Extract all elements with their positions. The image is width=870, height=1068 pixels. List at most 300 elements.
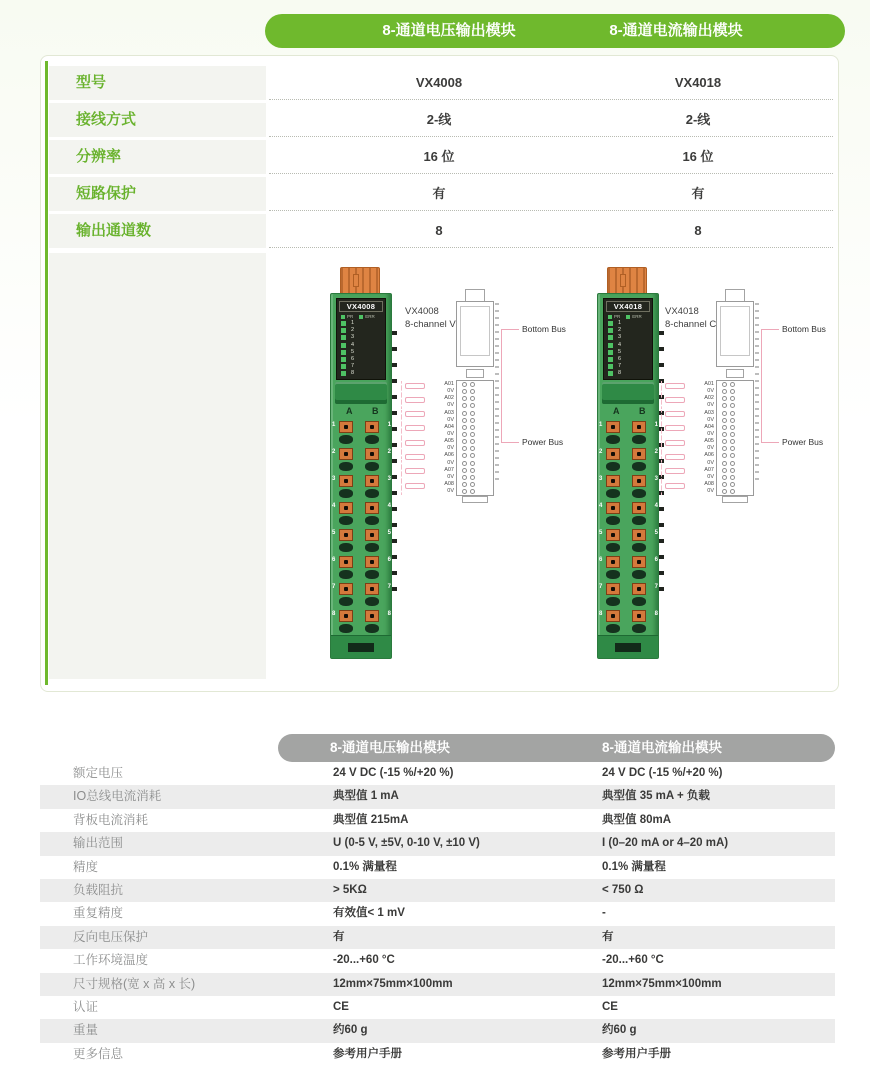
pin-contact [722, 382, 727, 387]
pin-label: 0V [707, 488, 714, 495]
terminal-block [598, 420, 658, 636]
terminal-hole [365, 462, 379, 471]
channel-led-number: 3 [618, 334, 622, 341]
pin-contact [462, 403, 467, 408]
spec-value-col1: 有 [432, 186, 446, 201]
terminal-hole [632, 543, 646, 552]
terminal-screw [339, 556, 353, 568]
pr-label: PR [614, 314, 621, 319]
spec-value-col2: 2-线 [685, 112, 711, 127]
terminal-a [339, 448, 353, 471]
pin-contacts [722, 461, 735, 466]
detail-row [40, 1043, 835, 1066]
column-a-label: A [346, 406, 353, 416]
detail-row [40, 996, 835, 1019]
pin-contact [462, 382, 467, 387]
terminal-screw [606, 475, 620, 487]
channel-led [608, 328, 613, 333]
terminal-hole [606, 624, 620, 633]
detail-row-label: 额定电压 [73, 766, 124, 780]
channel-led-number: 1 [351, 320, 355, 327]
terminal-hole [632, 624, 646, 633]
terminal-number-left: 2 [599, 449, 603, 455]
pin-circuit-loop [661, 417, 686, 424]
terminal-number-left: 4 [599, 503, 603, 509]
pin-contact [462, 411, 467, 416]
terminal-screw [632, 448, 646, 460]
terminal-hole [606, 543, 620, 552]
detail-row [40, 856, 835, 879]
module-model-label: VX4018 [606, 301, 650, 312]
pin-circuit-loop [661, 410, 686, 417]
pin-circuit-loop [401, 417, 426, 424]
pin-label: 0V [447, 416, 454, 423]
bottom-bus-label: Bottom Bus [782, 324, 826, 334]
detail-row [40, 809, 835, 832]
terminal-row [598, 447, 658, 474]
terminal-screw [365, 502, 379, 514]
connector-tab [620, 274, 626, 287]
detail-value-col2: 约60 g [602, 1024, 637, 1037]
terminal-b [632, 610, 646, 633]
pin-row [661, 452, 753, 459]
terminal-a [606, 556, 620, 579]
detail-row [40, 949, 835, 972]
pin-contact [730, 453, 735, 458]
channel-led-number: 8 [618, 370, 622, 377]
channel-led [341, 350, 346, 355]
pin-label: A04 [444, 423, 454, 430]
terminal-b [365, 583, 379, 606]
pin-row [401, 424, 493, 431]
channel-led-row [608, 334, 648, 341]
terminal-b [365, 475, 379, 498]
detail-row [40, 832, 835, 855]
terminal-hole [606, 570, 620, 579]
channel-led-number: 1 [618, 320, 622, 327]
pin-row [661, 488, 753, 495]
terminal-row [598, 474, 658, 501]
terminal-number-left: 7 [599, 584, 603, 590]
outline-inner-rect [720, 306, 750, 356]
detail-header-pill [278, 734, 835, 762]
terminal-number-left: 4 [332, 503, 336, 509]
terminal-hole [606, 489, 620, 498]
terminal-b [365, 421, 379, 444]
pin-contact [470, 446, 475, 451]
pin-contacts [462, 453, 475, 458]
terminal-hole [606, 435, 620, 444]
pin-contact [722, 489, 727, 494]
pin-contact [722, 453, 727, 458]
pin-contact [730, 461, 735, 466]
pin-label: A05 [704, 438, 714, 445]
terminal-row [598, 528, 658, 555]
terminal-screw [339, 421, 353, 433]
terminal-number-left: 6 [599, 557, 603, 563]
bottom-bus-label: Bottom Bus [522, 324, 566, 334]
wiring-diagram-vx4018 [661, 289, 826, 521]
pin-label: 0V [707, 416, 714, 423]
channel-led-row [341, 356, 381, 363]
terminal-screw [339, 610, 353, 622]
pin-contacts [462, 468, 475, 473]
pin-circuit-loop [661, 488, 686, 495]
channel-led-row [341, 320, 381, 327]
terminal-screw [606, 502, 620, 514]
detail-value-col2: 0.1% 满量程 [602, 860, 666, 873]
pin-label: 0V [447, 445, 454, 452]
terminal-number-right: 2 [387, 449, 391, 455]
pin-contact [470, 475, 475, 480]
pin-row [401, 488, 493, 495]
din-rail-slot [615, 643, 641, 652]
err-led [626, 315, 630, 319]
channel-led-row [608, 370, 648, 377]
terminal-a [606, 475, 620, 498]
pin-contact [722, 439, 727, 444]
terminal-screw [365, 448, 379, 460]
channel-led-number: 3 [351, 334, 355, 341]
terminal-row [331, 528, 391, 555]
column-b-label: B [372, 406, 379, 416]
diagram-subtitle: 8-channel C [665, 319, 717, 330]
pin-label: A07 [704, 466, 714, 473]
terminal-b [632, 556, 646, 579]
pin-contacts [722, 411, 735, 416]
pin-label: A02 [704, 395, 714, 402]
pin-contact [730, 403, 735, 408]
detail-value-col2: 有 [602, 930, 614, 943]
terminal-hole [339, 597, 353, 606]
pin-circuit-loop [661, 381, 686, 388]
pin-label: 0V [447, 459, 454, 466]
terminal-row [331, 582, 391, 609]
terminal-b [365, 556, 379, 579]
terminal-b [632, 529, 646, 552]
channel-led-row [608, 356, 648, 363]
din-rail-foot [598, 635, 658, 658]
detail-value-col2: - [602, 907, 606, 920]
detail-tab-current-module[interactable]: 8-通道电流输出模块 [602, 740, 723, 755]
channel-led-row [608, 327, 648, 334]
terminal-screw [339, 502, 353, 514]
pin-contacts [722, 446, 735, 451]
terminal-hole [365, 489, 379, 498]
pin-contacts [462, 489, 475, 494]
terminal-b [365, 529, 379, 552]
outline-inner-rect [460, 306, 490, 356]
pin-circuit-loop [661, 402, 686, 409]
pin-contacts [722, 425, 735, 430]
detail-row-label: 重量 [73, 1023, 99, 1038]
channel-led-row [341, 327, 381, 334]
tab-voltage-module[interactable]: 8-通道电压输出模块 [382, 22, 516, 39]
pin-contacts [462, 396, 475, 401]
pin-row [661, 445, 753, 452]
pin-contacts [462, 439, 475, 444]
terminal-hole [632, 597, 646, 606]
pin-contact [470, 461, 475, 466]
err-label: ERR [632, 314, 642, 319]
terminal-hole [365, 570, 379, 579]
terminal-screw [632, 421, 646, 433]
pin-contacts [462, 403, 475, 408]
terminal-number-right: 4 [387, 503, 391, 509]
pin-circuit-loop [401, 460, 426, 467]
wiring-diagram-vx4008 [401, 289, 566, 521]
terminal-hole [632, 462, 646, 471]
pin-label: 0V [707, 402, 714, 409]
pin-contacts [722, 382, 735, 387]
terminal-number-right: 8 [654, 611, 658, 617]
pin-contact [470, 425, 475, 430]
channel-led [341, 371, 346, 376]
pin-label: 0V [707, 473, 714, 480]
tab-current-module[interactable]: 8-通道电流输出模块 [609, 22, 743, 39]
outline-bus-ticks [495, 303, 499, 485]
terminal-hole [365, 597, 379, 606]
pin-circuit-loop [401, 431, 426, 438]
channel-led [608, 343, 613, 348]
pin-circuit-loop [661, 388, 686, 395]
terminal-hole [632, 570, 646, 579]
pin-circuit-loop [401, 395, 426, 402]
terminal-a [339, 583, 353, 606]
pin-row [661, 438, 753, 445]
bottom-bus-line [501, 329, 519, 330]
pin-row [401, 417, 493, 424]
pin-contact [470, 418, 475, 423]
pin-circuit-loop [401, 445, 426, 452]
pin-circuit-loop [661, 474, 686, 481]
channel-led [608, 364, 613, 369]
detail-tab-voltage-module[interactable]: 8-通道电压输出模块 [330, 740, 451, 755]
pin-circuit-loop [401, 467, 426, 474]
terminal-number-right: 3 [654, 476, 658, 482]
spec-row [41, 177, 838, 214]
spec-value-col2: 8 [694, 223, 702, 238]
spec-card [40, 55, 839, 692]
pin-contacts [462, 418, 475, 423]
pin-row [401, 402, 493, 409]
pin-label: 0V [447, 473, 454, 480]
terminal-a [606, 448, 620, 471]
terminal-screw [606, 583, 620, 595]
pin-circuit-loop [661, 445, 686, 452]
terminal-number-right: 7 [654, 584, 658, 590]
bus-line-vertical [761, 329, 762, 443]
channel-led-number: 6 [351, 356, 355, 363]
terminal-hole [339, 624, 353, 633]
terminal-a [606, 583, 620, 606]
bus-line-vertical [501, 329, 502, 443]
terminal-b [365, 448, 379, 471]
terminal-screw [339, 583, 353, 595]
pin-row [401, 410, 493, 417]
detail-row [40, 902, 835, 925]
channel-led-row [341, 334, 381, 341]
pin-row [401, 474, 493, 481]
channel-led-number: 2 [351, 327, 355, 334]
pin-row [661, 474, 753, 481]
connector-tab [353, 274, 359, 287]
spec-row [41, 103, 838, 140]
column-a-label: A [613, 406, 620, 416]
spec-row-label: 分辨率 [49, 140, 266, 174]
pin-row [661, 417, 753, 424]
detail-value-col1: -20...+60 °C [333, 954, 395, 967]
terminal-hole [339, 516, 353, 525]
terminal-a [606, 502, 620, 525]
terminal-screw [339, 529, 353, 541]
detail-row [40, 926, 835, 949]
channel-led-number: 7 [618, 363, 622, 370]
detail-value-col2: CE [602, 1000, 618, 1013]
pin-contacts [462, 482, 475, 487]
pin-row [401, 388, 493, 395]
pin-circuit-loop [401, 481, 426, 488]
channel-led-number: 5 [351, 348, 355, 355]
bottom-bus-line [761, 329, 779, 330]
detail-row-label: 负载阻抗 [73, 882, 124, 897]
terminal-row [598, 609, 658, 636]
terminal-number-left: 8 [599, 611, 603, 617]
detail-row [40, 1019, 835, 1042]
terminal-screw [606, 610, 620, 622]
pin-circuit-loop [661, 424, 686, 431]
terminal-screw [632, 583, 646, 595]
detail-value-col2: -20...+60 °C [602, 954, 664, 967]
pin-contacts [722, 482, 735, 487]
column-b-label: B [639, 406, 646, 416]
pin-label: A01 [444, 381, 454, 388]
detail-row-label: 重复精度 [73, 906, 124, 921]
channel-led-number: 6 [618, 356, 622, 363]
detail-value-col1: 有效值< 1 mV [333, 907, 405, 920]
pin-circuit-loop [661, 467, 686, 474]
terminal-number-right: 4 [654, 503, 658, 509]
terminal-row [331, 474, 391, 501]
pin-contact [730, 396, 735, 401]
channel-led-row [341, 363, 381, 370]
module-photo-vx4008 [324, 267, 398, 659]
detail-value-col2: 典型值 80mA [602, 813, 672, 826]
terminal-b [632, 502, 646, 525]
terminal-row [331, 420, 391, 447]
pin-contacts [462, 461, 475, 466]
pin-contacts [462, 411, 475, 416]
detail-value-col1: > 5KΩ [333, 883, 367, 896]
spec-row [41, 66, 838, 103]
terminal-hole [339, 435, 353, 444]
pin-contacts [722, 489, 735, 494]
power-bus-label: Power Bus [782, 437, 824, 447]
detail-row-label: 反向电压保护 [73, 929, 149, 944]
faceplate [336, 298, 386, 380]
terminal-screw [632, 502, 646, 514]
pin-label: A06 [444, 452, 454, 459]
terminal-number-right: 1 [387, 422, 391, 428]
pin-contact [470, 411, 475, 416]
pin-label: A03 [444, 409, 454, 416]
pin-contacts [462, 432, 475, 437]
terminal-b [632, 583, 646, 606]
detail-row [40, 762, 835, 785]
terminal-a [606, 610, 620, 633]
detail-value-col1: 0.1% 满量程 [333, 860, 397, 873]
pin-row [661, 467, 753, 474]
spec-table [41, 66, 838, 251]
pin-contacts [462, 425, 475, 430]
terminal-number-left: 1 [599, 422, 603, 428]
pin-circuit-loop [401, 402, 426, 409]
terminal-hole [632, 516, 646, 525]
channel-led-number: 7 [351, 363, 355, 370]
terminal-screw [339, 448, 353, 460]
pin-label: 0V [447, 402, 454, 409]
terminal-b [632, 448, 646, 471]
pin-contact [470, 468, 475, 473]
pin-contacts [722, 468, 735, 473]
detail-row [40, 973, 835, 996]
channel-led-number: 4 [618, 341, 622, 348]
terminal-a [339, 475, 353, 498]
top-connector [607, 267, 647, 295]
spec-value-col1: VX4008 [415, 75, 463, 90]
detail-row [40, 879, 835, 902]
detail-value-col2: 典型值 35 mA + 负载 [602, 790, 710, 803]
pin-label: 0V [707, 431, 714, 438]
terminal-row [331, 609, 391, 636]
terminal-b [632, 421, 646, 444]
pin-contact [730, 482, 735, 487]
pr-label: PR [347, 314, 354, 319]
terminal-screw [606, 421, 620, 433]
detail-value-col1: 12mm×75mm×100mm [333, 977, 453, 990]
pin-label: A01 [704, 381, 714, 388]
terminal-block [331, 420, 391, 636]
channel-led [341, 357, 346, 362]
module-body [597, 293, 659, 659]
pin-contact [730, 468, 735, 473]
pin-contact [722, 432, 727, 437]
pin-contact [462, 482, 467, 487]
pin-contact [470, 389, 475, 394]
pin-contact [722, 425, 727, 430]
pin-circuit-loop [401, 388, 426, 395]
terminal-hole [606, 597, 620, 606]
pin-circuit-loop [661, 481, 686, 488]
pin-contact [470, 403, 475, 408]
detail-value-col1: 有 [333, 930, 345, 943]
diagram-model: VX4018 [665, 306, 699, 317]
detail-row-label: 输出范围 [73, 836, 124, 851]
terminal-hole [365, 624, 379, 633]
pr-led [341, 315, 345, 319]
pin-contact [730, 425, 735, 430]
pin-contact [722, 446, 727, 451]
pin-contact [722, 403, 727, 408]
pin-contact [462, 418, 467, 423]
terminal-number-right: 8 [387, 611, 391, 617]
pin-contact [470, 382, 475, 387]
pr-led [608, 315, 612, 319]
pin-row [401, 481, 493, 488]
pin-contact [462, 461, 467, 466]
pin-label: A02 [444, 395, 454, 402]
spec-row [41, 214, 838, 251]
